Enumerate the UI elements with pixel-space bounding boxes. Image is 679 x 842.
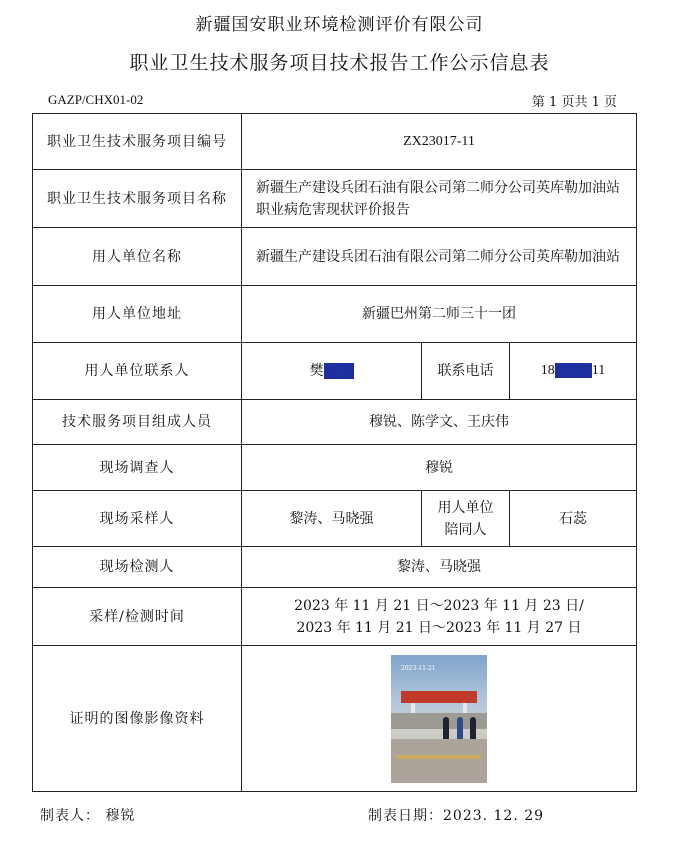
contact-value	[242, 343, 422, 400]
row-project-no	[33, 114, 637, 170]
project-no-label: 职业卫生技术服务项目编号	[33, 114, 242, 170]
testing-label: 现场检测人	[33, 547, 242, 588]
time-line-2: 2023 年 11 月 21 日～2023 年 11 月 27 日	[296, 619, 582, 636]
page-info: 第 1 页共 1 页	[531, 95, 617, 110]
time-line-1: 2023 年 11 月 21 日～2023 年 11 月 23 日/	[294, 597, 584, 614]
phone-redaction: 09963	[555, 363, 591, 378]
address-value: 新疆巴州第二师三十一团	[242, 286, 637, 343]
person-figure	[470, 717, 476, 739]
footer-maker: 制表人： 穆锐	[40, 808, 136, 824]
address-label: 用人单位地址	[33, 286, 242, 343]
footer-date: 制表日期：2023. 12. 29	[368, 808, 545, 824]
ground-marking	[397, 755, 481, 759]
sampling-value: 黎涛、马晓强	[242, 491, 422, 547]
contact-name-redaction: 重符	[324, 363, 353, 379]
escort-label: 用人单位陪同人	[422, 491, 510, 547]
employer-value: 新疆生产建设兵团石油有限公司第二师分公司英库勒加油站	[242, 228, 637, 286]
row-employer	[33, 228, 637, 286]
time-label: 采样/检测时间	[33, 588, 242, 646]
testing-value: 黎涛、马晓强	[242, 547, 637, 588]
phone-value	[510, 343, 637, 400]
row-sampling	[33, 491, 637, 547]
photo-timestamp: 2023-11-21	[401, 664, 436, 672]
phone-label: 联系电话	[422, 343, 510, 400]
row-survey	[33, 445, 637, 491]
row-contact	[33, 343, 637, 400]
team-value: 穆锐、陈学文、王庆伟	[242, 400, 637, 445]
person-figure	[443, 717, 449, 739]
project-name-value: 新疆生产建设兵团石油有限公司第二师分公司英库勒加油站职业病危害现状评价报告	[242, 170, 637, 228]
survey-value: 穆锐	[242, 445, 637, 491]
survey-label: 现场调查人	[33, 445, 242, 491]
phone-suffix: 11	[591, 363, 606, 378]
row-team	[33, 400, 637, 445]
team-label: 技术服务项目组成人员	[33, 400, 242, 445]
employer-label: 用人单位名称	[33, 228, 242, 286]
phone-prefix: 18	[540, 363, 555, 378]
row-address	[33, 286, 637, 343]
escort-value: 石蕊	[510, 491, 637, 547]
info-table	[32, 113, 637, 792]
row-testing	[33, 547, 637, 588]
image-label: 证明的图像影像资料	[33, 646, 242, 792]
project-no-value: ZX23017-11	[242, 114, 637, 170]
row-time	[33, 588, 637, 646]
image-cell	[242, 646, 637, 792]
site-photo	[391, 655, 487, 783]
company-name: 新疆国安职业环境检测评价有限公司	[195, 15, 484, 35]
person-figure	[457, 717, 463, 739]
row-project-name	[33, 170, 637, 228]
sampling-label: 现场采样人	[33, 491, 242, 547]
time-value	[242, 588, 637, 646]
document-title: 职业卫生技术服务项目技术报告工作公示信息表	[129, 52, 550, 74]
project-name-label: 职业卫生技术服务项目名称	[33, 170, 242, 228]
document-code: GAZP/CHX01-02	[48, 92, 144, 107]
contact-label: 用人单位联系人	[33, 343, 242, 400]
gas-station-canopy	[401, 691, 477, 703]
contact-name-visible: 樊	[309, 363, 324, 379]
forecourt	[391, 739, 487, 783]
row-image	[33, 646, 637, 792]
